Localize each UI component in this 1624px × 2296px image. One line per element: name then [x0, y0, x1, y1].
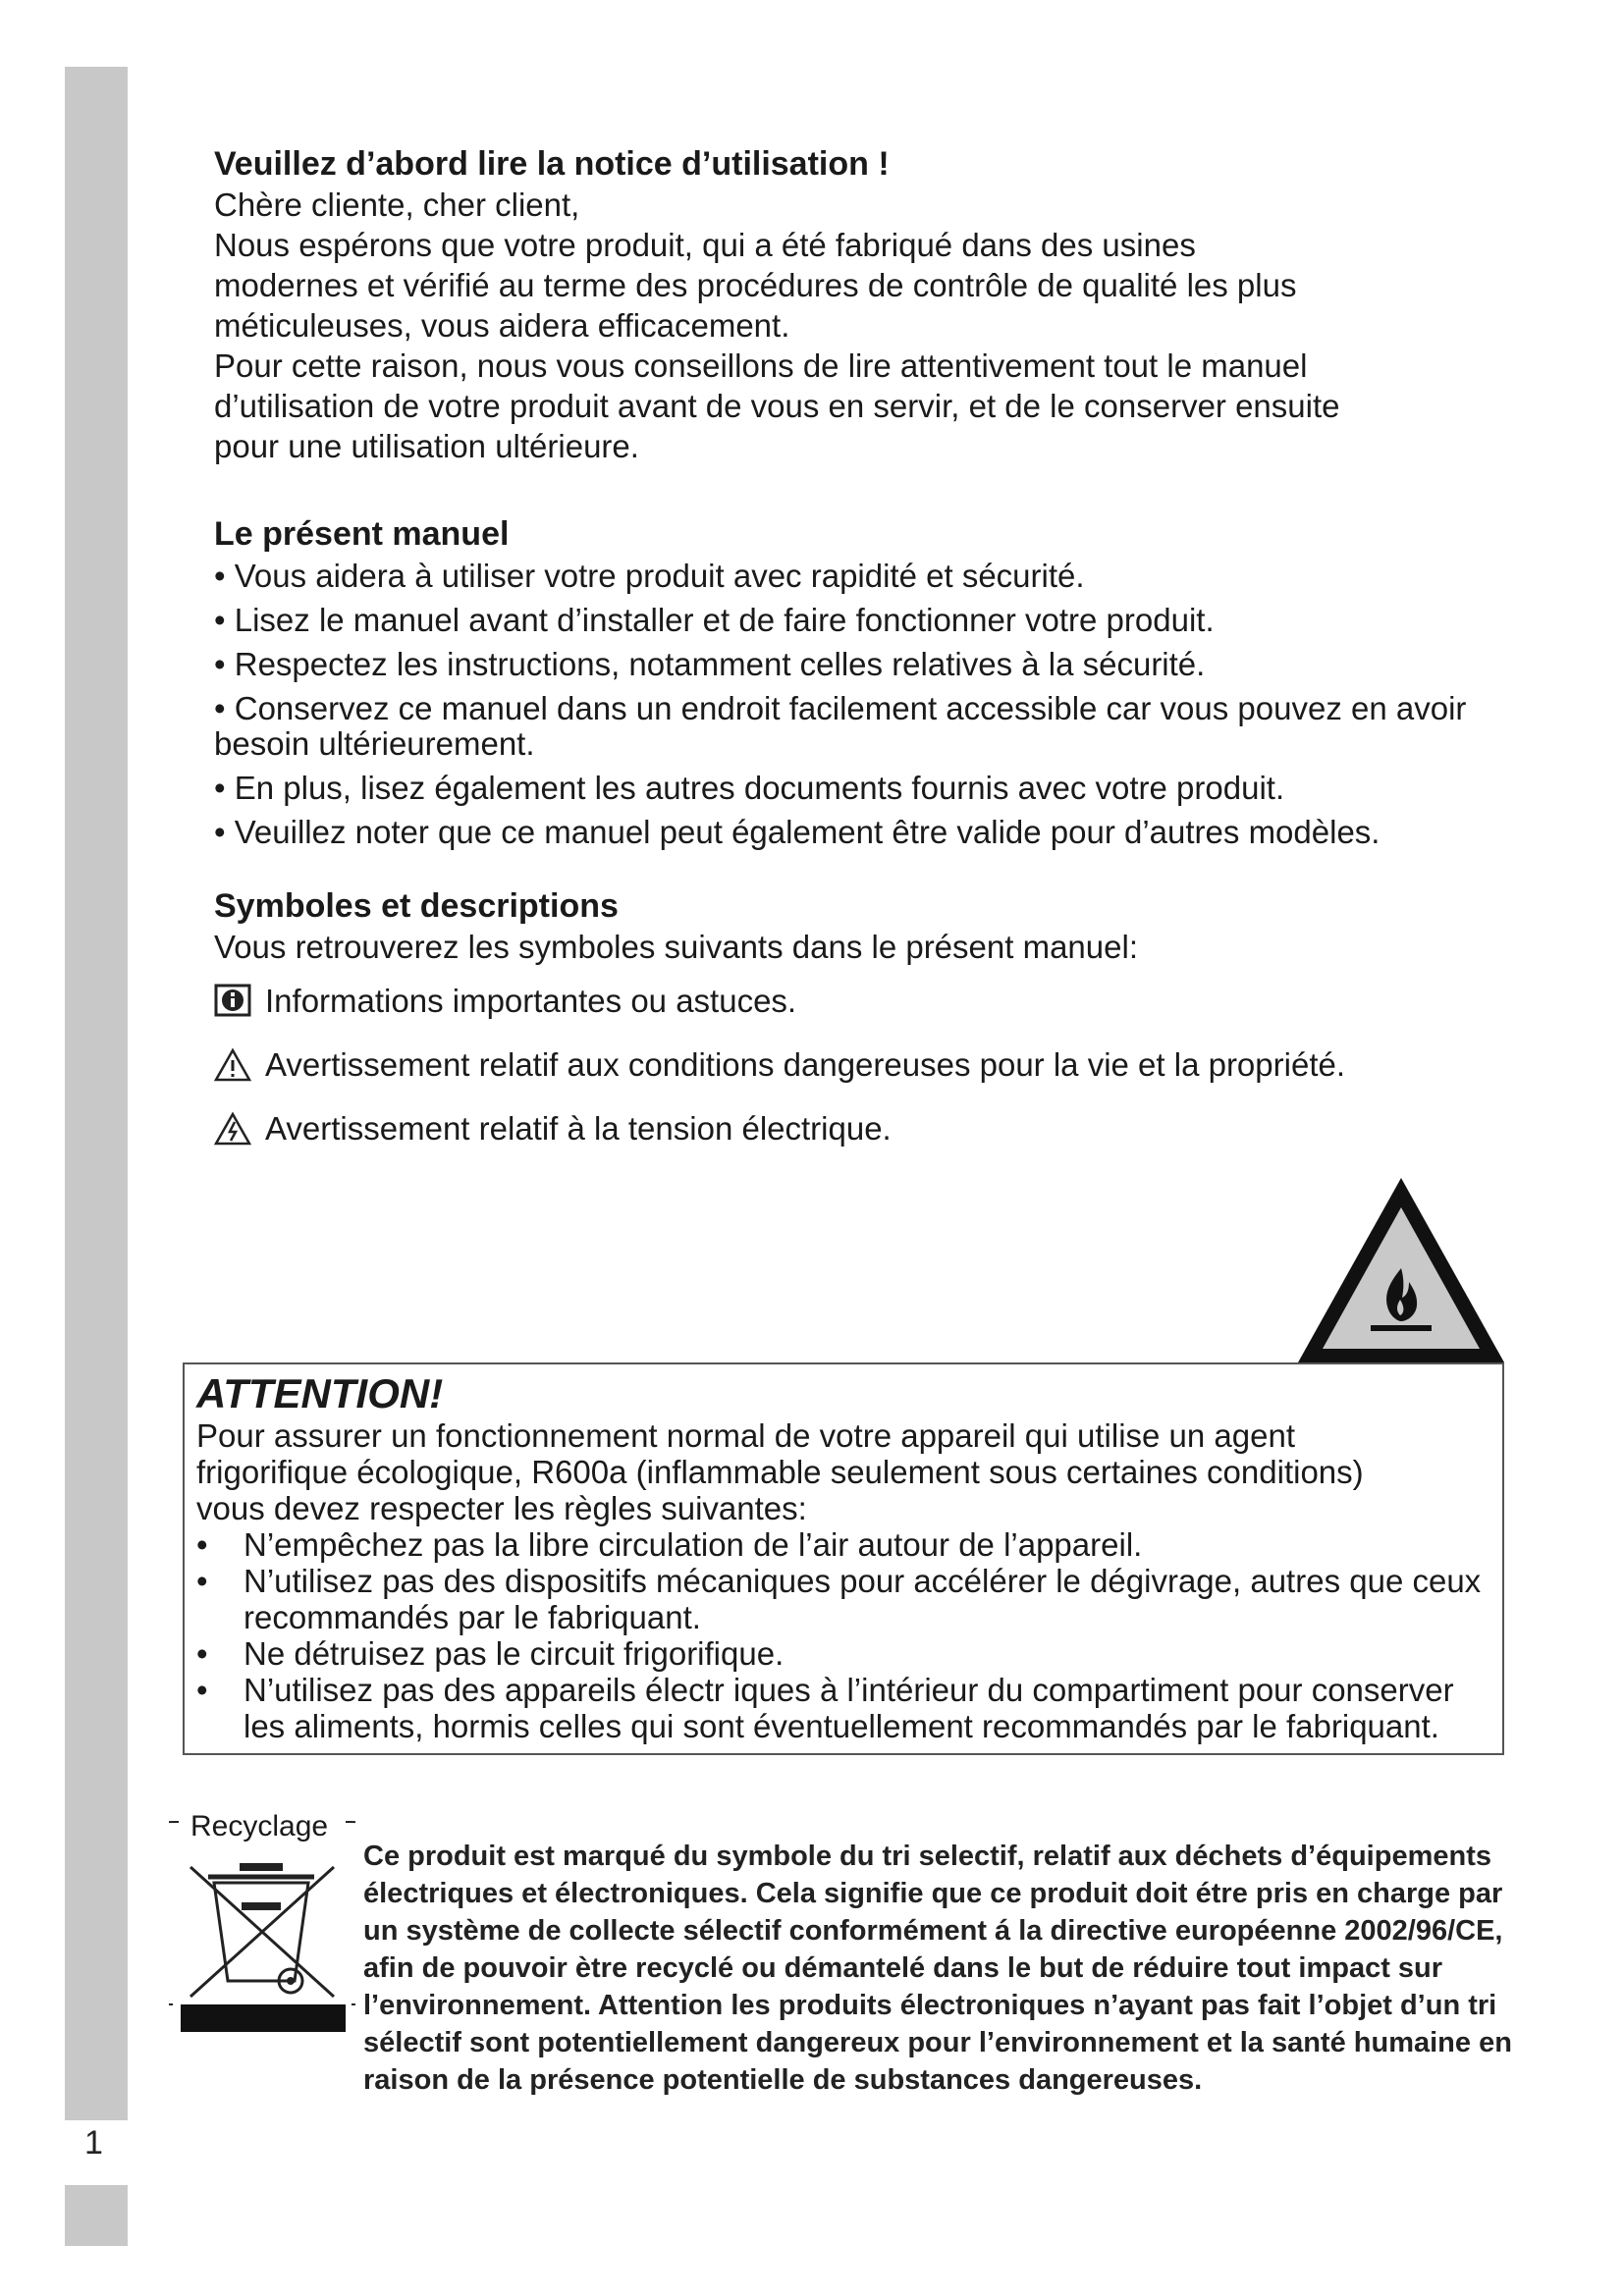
list-item: • N’empêchez pas la libre circulation de l’air autour de l’appareil.: [196, 1526, 1490, 1563]
attention-line: Pour assurer un fonctionnement normal de votre appareil qui utilise un agent: [196, 1417, 1296, 1454]
symbol-row-danger: [214, 1044, 1530, 1085]
symbol-danger-text: Avertissement relatif aux conditions dangereuses pour la vie et la propriété.: [265, 1046, 1346, 1083]
warning-icon: [214, 1047, 251, 1083]
manual-heading: Le présent manuel: [214, 515, 510, 553]
list-item: • Lisez le manuel avant d’installer et de faire fonctionner votre produit.: [214, 603, 1530, 638]
intro-section: [214, 143, 1530, 466]
main-content: [214, 143, 1530, 1148]
electric-warning-icon: [214, 1111, 251, 1147]
symbol-row-electric: [214, 1108, 1530, 1148]
side-bar-bottom-decoration: [65, 2185, 128, 2246]
symbols-intro: Vous retrouverez les symboles suivants dans le présent manuel:: [214, 929, 1138, 965]
recycling-line: sélectif sont potentiellement dangereux pour l’environnement et la santé humaine en: [363, 2027, 1512, 2058]
list-item: • Respectez les instructions, notamment celles relatives à la sécurité.: [214, 647, 1530, 682]
intro-line: d’utilisation de votre produit avant de vous en servir, et de le conserver ensuite: [214, 388, 1340, 424]
recycling-line: un système de collecte sélectif conformément á la directive européenne 2002/96/CE,: [363, 1915, 1503, 1947]
symbols-section: [214, 885, 1530, 1148]
recycling-line: électriques et électroniques. Cela signifie que ce produit doit étre pris en charge par: [363, 1878, 1503, 1909]
list-item: • N’utilisez pas des dispositifs mécaniques pour accélérer le dégivrage, autres que ceux recommandés par le fabriquant.: [196, 1563, 1490, 1635]
attention-title: ATTENTION!: [196, 1370, 444, 1416]
manual-list: [214, 559, 1530, 850]
recycling-line: l’environnement. Attention les produits électroniques n’ayant pas fait l’objet d’un tri: [363, 1990, 1497, 2021]
attention-box: [183, 1362, 1504, 1755]
recycling-text: [363, 1838, 1542, 2099]
list-item: • Veuillez noter que ce manuel peut également être valide pour d’autres modèles.: [214, 815, 1530, 850]
recycling-line: Ce produit est marqué du symbole du tri selectif, relatif aux déchets d’équipements: [363, 1841, 1491, 1872]
intro-line: modernes et vérifié au terme des procédures de contrôle de qualité les plus: [214, 267, 1297, 303]
symbol-electric-text: Avertissement relatif à la tension électrique.: [265, 1110, 892, 1147]
symbol-row-info: [214, 981, 1530, 1021]
intro-line: Chère cliente, cher client,: [214, 187, 580, 223]
recycling-line: raison de la présence potentielle de substances dangereuses.: [363, 2064, 1203, 2096]
intro-line: pour une utilisation ultérieure.: [214, 428, 639, 464]
info-icon: [214, 984, 251, 1019]
flammable-warning-icon: [1294, 1174, 1508, 1366]
list-item: • En plus, lisez également les autres documents fournis avec votre produit.: [214, 771, 1530, 806]
attention-line: vous devez respecter les règles suivantes:: [196, 1490, 807, 1526]
attention-list: [196, 1526, 1490, 1744]
attention-line: frigorifique écologique, R600a (inflammable seulement sous certaines conditions): [196, 1454, 1364, 1490]
symbols-heading: Symboles et descriptions: [214, 887, 619, 925]
list-item: • Conservez ce manuel dans un endroit facilement accessible car vous pouvez en avoir besoin ultérieurement.: [214, 691, 1530, 762]
page-number: 1: [84, 2124, 103, 2162]
recycling-label: Recyclage: [187, 1810, 332, 1843]
list-item: • N’utilisez pas des appareils électr iques à l’intérieur du compartiment pour conserver les aliments, hormis celles qui sont éventuellement recommandés par le fabriquant.: [196, 1672, 1490, 1744]
list-item: • Ne détruisez pas le circuit frigorifique.: [196, 1635, 1490, 1672]
side-bar-decoration: [65, 67, 128, 2120]
symbol-info-text: Informations importantes ou astuces.: [265, 983, 797, 1019]
intro-line: Nous espérons que votre produit, qui a été fabriqué dans des usines: [214, 227, 1196, 263]
intro-line: méticuleuses, vous aidera efficacement.: [214, 307, 790, 344]
intro-heading: Veuillez d’abord lire la notice d’utilisation !: [214, 145, 890, 183]
recycling-line: afin de pouvoir ètre recyclé ou démantelé dans le but de réduire tout impact sur: [363, 1952, 1443, 1984]
intro-line: Pour cette raison, nous vous conseillons de lire attentivement tout le manuel: [214, 347, 1308, 384]
manual-section: [214, 513, 1530, 850]
list-item: • Vous aidera à utiliser votre produit avec rapidité et sécurité.: [214, 559, 1530, 594]
